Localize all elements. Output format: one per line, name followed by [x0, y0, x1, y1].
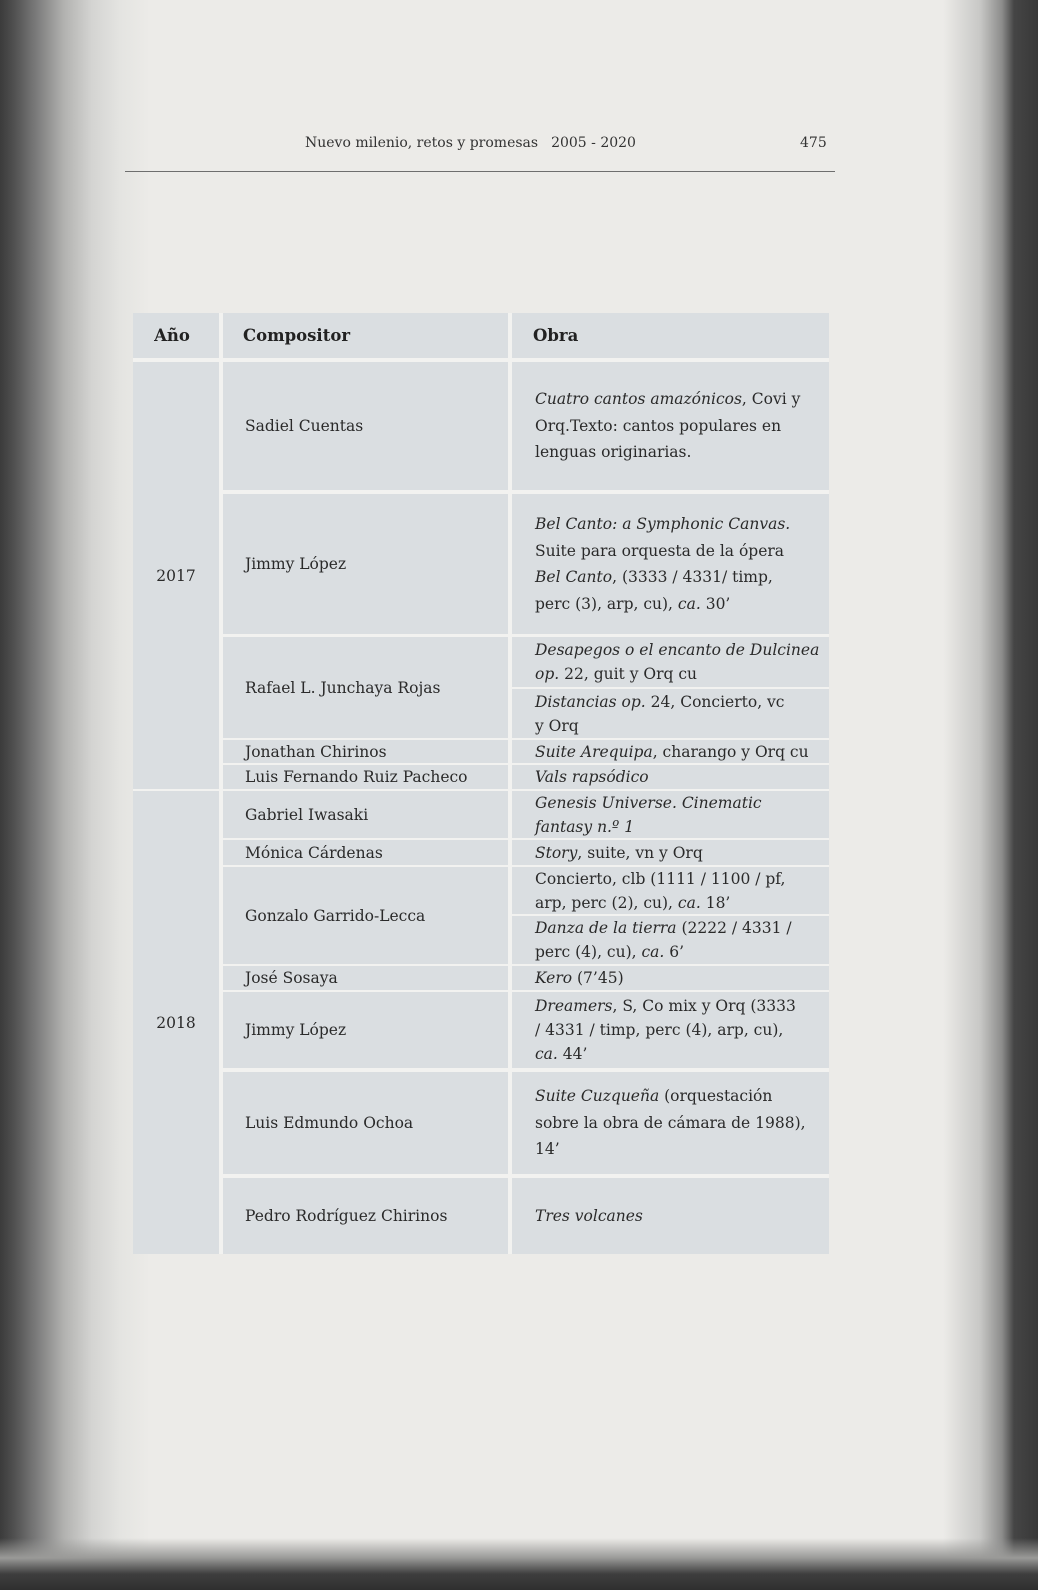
work-title: Concierto, clb (1111 / 1100 / pf, [535, 869, 786, 888]
work-line [535, 511, 829, 538]
composer-name: Gabriel Iwasaki [245, 805, 369, 824]
work-text: , Covi y [741, 390, 801, 409]
work-cell [512, 1072, 829, 1174]
work-text: ca. [677, 893, 701, 912]
work-text: 24, Concierto, vc [645, 692, 785, 711]
composer-cell [223, 867, 508, 964]
work-line [535, 765, 829, 789]
composer-name: Luis Edmundo Ochoa [245, 1114, 414, 1132]
work-text: 6’ [664, 943, 685, 961]
composer-cell [223, 1072, 508, 1174]
work-line [535, 966, 829, 990]
work-line [535, 564, 829, 591]
composer-cell [223, 992, 508, 1068]
column-header-work-label: Obra [533, 325, 579, 345]
composer-cell [223, 362, 508, 490]
work-line [535, 1203, 829, 1230]
running-head [305, 134, 636, 152]
work-cell [512, 689, 829, 738]
composer-name: Pedro Rodríguez Chirinos [245, 1207, 448, 1225]
work-text: 22, guit y Orq cu [559, 665, 698, 683]
running-head-title: Nuevo milenio, retos y promesas [305, 135, 539, 151]
year-cell-2017 [133, 362, 219, 789]
work-line [535, 1042, 829, 1066]
work-title: Desapegos o el encanto de Dulcinea [535, 641, 820, 659]
work-title: Bel Canto: a Symphonic Canvas. [535, 515, 791, 533]
work-title: Genesis Universe. Cinematic [535, 793, 762, 812]
work-line [535, 439, 829, 466]
work-text: / 4331 / timp, perc (4), arp, cu), [535, 1021, 784, 1039]
work-line [535, 791, 829, 815]
work-line [535, 690, 829, 714]
work-text: , charango y Orq cu [652, 742, 809, 761]
composer-cell [223, 494, 508, 634]
work-line [535, 662, 829, 686]
work-cell [512, 740, 829, 763]
composer-name: Rafael L. Junchaya Rojas [245, 678, 441, 697]
work-text: 44’ [557, 1045, 588, 1063]
composer-cell [223, 840, 508, 865]
work-line [535, 994, 829, 1018]
work-cell [512, 840, 829, 865]
work-cell [512, 362, 829, 490]
composer-name: Mónica Cárdenas [245, 843, 383, 862]
work-line [535, 940, 829, 964]
composer-cell [223, 966, 508, 990]
work-text: y Orq [535, 716, 579, 735]
composer-name: Gonzalo Garrido-Lecca [245, 906, 426, 925]
work-text: (7’45) [572, 969, 624, 987]
work-title: fantasy n.º 1 [535, 817, 635, 836]
work-title: Bel Canto [535, 568, 613, 586]
work-text: , suite, vn y Orq [577, 843, 703, 862]
work-text: Suite para orquesta de la ópera [535, 541, 785, 560]
work-title: Suite Arequipa [535, 742, 653, 761]
work-text: op. [535, 665, 560, 683]
work-text: sobre la obra de cámara de 1988), [535, 1113, 806, 1132]
work-text: (orquestación [659, 1087, 773, 1106]
column-header-year [133, 313, 219, 358]
work-line [535, 867, 829, 891]
column-header-composer [223, 313, 508, 358]
work-text: arp, perc (2), cu), [535, 893, 678, 912]
work-cell [512, 867, 829, 914]
year-cell-2018 [133, 791, 219, 1254]
work-title: Cuatro cantos amazónicos [535, 390, 742, 409]
work-cell [512, 791, 829, 838]
work-text: , (3333 / 4331/ timp, [612, 568, 773, 586]
work-line [535, 815, 829, 839]
work-line [535, 841, 829, 865]
column-header-work [512, 313, 829, 358]
work-cell [512, 765, 829, 789]
work-text: 18’ [700, 893, 731, 912]
work-line [535, 538, 829, 565]
work-title: Distancias op. [535, 692, 646, 711]
work-text: Orq.Texto: cantos populares en [535, 416, 782, 435]
work-cell [512, 992, 829, 1068]
composer-cell [223, 765, 508, 789]
work-text: perc (4), cu), [535, 943, 642, 961]
work-cell [512, 966, 829, 990]
work-text: (2222 / 4331 / [676, 919, 792, 937]
composer-name: Luis Fernando Ruiz Pacheco [245, 768, 468, 786]
page-shadow-left [0, 0, 150, 1590]
work-cell [512, 494, 829, 634]
work-title: Danza de la tierra [535, 919, 677, 937]
composer-name: Sadiel Cuentas [245, 417, 364, 435]
work-line [535, 916, 829, 940]
work-title: Vals rapsódico [535, 768, 649, 786]
work-text: , S, Co mix y Orq (3333 [612, 997, 796, 1015]
work-title: Dreamers [535, 997, 613, 1015]
composer-name: Jimmy López [245, 1021, 347, 1039]
work-title: Suite Cuzqueña [535, 1087, 660, 1106]
work-text: ca. [535, 1045, 558, 1063]
work-text: 14’ [535, 1140, 560, 1159]
work-text: lenguas originarias. [535, 443, 692, 462]
work-cell [512, 1178, 829, 1254]
work-line [535, 714, 829, 738]
work-line [535, 1110, 829, 1137]
composer-cell [223, 791, 508, 838]
composer-name: José Sosaya [245, 969, 338, 987]
work-cell [512, 637, 829, 687]
work-line [535, 386, 829, 413]
page-shadow-bottom [0, 1538, 1038, 1590]
work-text: ca. [677, 594, 701, 613]
page-number: 475 [800, 135, 827, 151]
work-title: Tres volcanes [535, 1206, 643, 1225]
work-line [535, 638, 829, 662]
composer-cell [223, 740, 508, 763]
composer-cell [223, 1178, 508, 1254]
composer-name: Jonathan Chirinos [245, 742, 387, 761]
work-line [535, 1018, 829, 1042]
composer-cell [223, 637, 508, 738]
column-header-year-label: Año [154, 325, 190, 345]
work-text: perc (3), arp, cu), [535, 594, 678, 613]
work-cell [512, 916, 829, 964]
work-text: 30’ [700, 594, 731, 613]
work-title: Kero [535, 969, 573, 987]
year-label: 2018 [156, 1013, 196, 1032]
composer-name: Jimmy López [245, 555, 347, 573]
page-shadow-right [943, 0, 1038, 1590]
header-rule [125, 171, 835, 172]
work-line [535, 1083, 829, 1110]
work-line [535, 740, 829, 764]
work-line [535, 413, 829, 440]
running-head-years: 2005 - 2020 [551, 135, 636, 151]
work-title: Story [535, 843, 578, 862]
column-header-composer-label: Compositor [243, 325, 351, 345]
work-line [535, 1136, 829, 1163]
work-line [535, 591, 829, 618]
work-line [535, 891, 829, 915]
year-label: 2017 [156, 566, 196, 585]
work-text: ca. [641, 943, 665, 961]
